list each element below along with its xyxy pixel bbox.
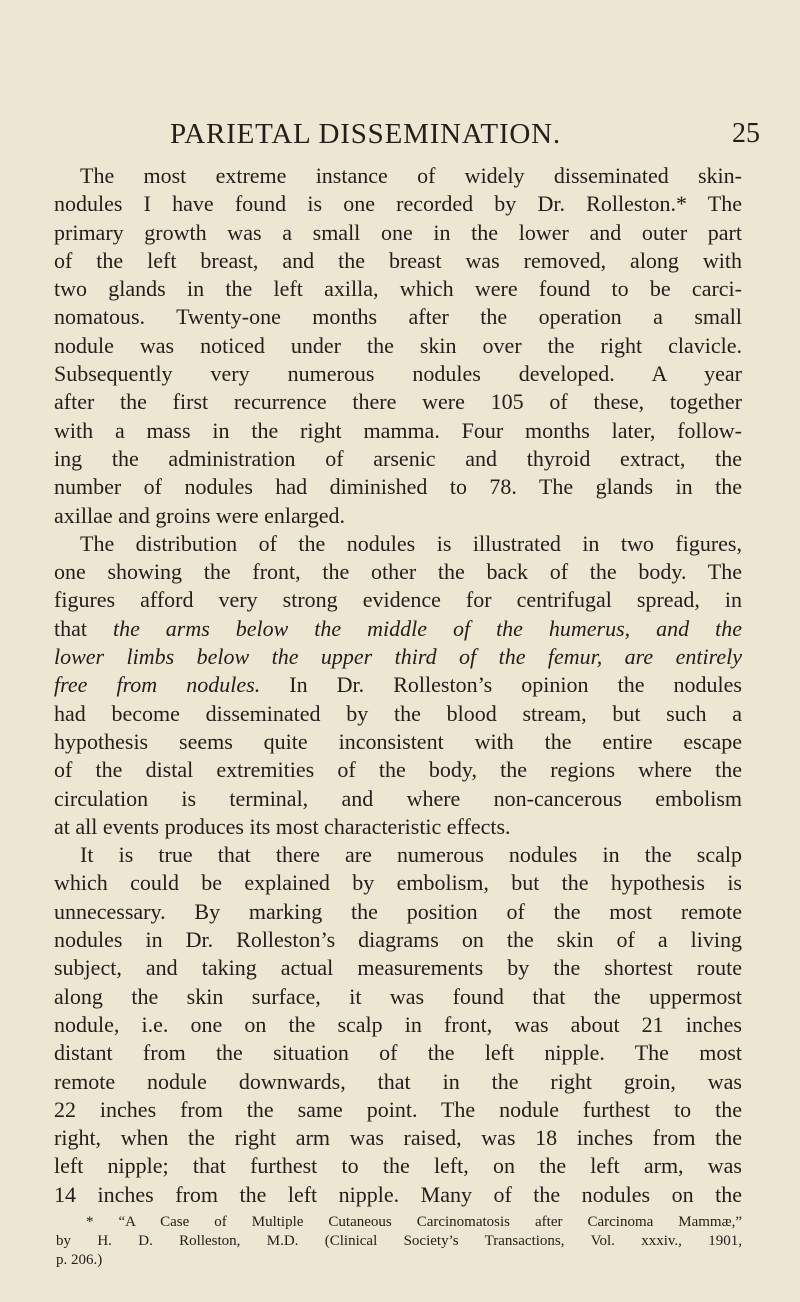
text-line: remote nodule downwards, that in the right groin, was bbox=[54, 1068, 742, 1094]
text-line: along the skin surface, it was found that the uppermost bbox=[54, 983, 742, 1009]
text-line: nodules I have found is one recorded by Dr. Rolleston.* The bbox=[54, 191, 742, 217]
text-line: had become disseminated by the blood stream, but such a bbox=[54, 700, 742, 726]
text-line: after the first recurrence there were 105 of these, together bbox=[54, 389, 742, 415]
page-header bbox=[0, 118, 800, 158]
text-line-segment: that bbox=[54, 615, 113, 641]
text-line: one showing the front, the other the back of the body. The bbox=[54, 559, 742, 585]
body-text bbox=[54, 162, 742, 1209]
text-line: number of nodules had diminished to 78. The glands in the bbox=[54, 474, 742, 500]
text-line: It is true that there are numerous nodules in the scalp bbox=[80, 842, 742, 868]
text-line: figures afford very strong evidence for centrifugal spread, in bbox=[54, 587, 742, 613]
text-line: with a mass in the right mamma. Four months later, follow- bbox=[54, 417, 742, 443]
text-line: of the left breast, and the breast was removed, along with bbox=[54, 247, 742, 273]
footnote bbox=[56, 1213, 742, 1270]
text-line bbox=[54, 615, 742, 643]
text-line: nomatous. Twenty-one months after the operation a small bbox=[54, 304, 742, 330]
text-line: right, when the right arm was raised, was 18 inches from the bbox=[54, 1125, 742, 1151]
text-line: The most extreme instance of widely disseminated skin- bbox=[80, 163, 742, 188]
text-line: Subsequently very numerous nodules developed. A year bbox=[54, 361, 742, 387]
text-line: nodule was noticed under the skin over the right clavicle. bbox=[54, 332, 742, 358]
text-line-segment: the arms below the middle of the humerus, and the bbox=[112, 615, 742, 641]
footnote-line: p. 206.) bbox=[56, 1252, 103, 1268]
text-line: left nipple; that furthest to the left, on the left arm, was bbox=[54, 1153, 742, 1179]
footnote-line: * “A Case of Multiple Cutaneous Carcinomatosis after Carcinoma Mammæ,” bbox=[86, 1214, 742, 1230]
text-line-segment: In Dr. Rolleston’s opinion the nodules bbox=[260, 672, 742, 698]
text-line: two glands in the left axilla, which were found to be carci- bbox=[54, 276, 742, 302]
text-line-segment: free from nodules. bbox=[54, 672, 261, 698]
text-line: lower limbs below the upper third of the femur, are entirely bbox=[54, 644, 742, 670]
page-number: 25 bbox=[732, 118, 760, 149]
text-line: unnecessary. By marking the position of the most remote bbox=[54, 898, 742, 924]
running-head: PARIETAL DISSEMINATION. bbox=[170, 118, 561, 150]
text-line: axillae and groins were enlarged. bbox=[54, 502, 345, 528]
text-line: nodule, i.e. one on the scalp in front, was about 21 inches bbox=[54, 1011, 742, 1037]
text-line: subject, and taking actual measurements by the shortest route bbox=[54, 955, 742, 981]
text-line bbox=[54, 671, 742, 699]
text-line: hypothesis seems quite inconsistent with the entire escape bbox=[54, 728, 742, 754]
text-line: which could be explained by embolism, but the hypothesis is bbox=[54, 870, 742, 896]
text-line: distant from the situation of the left nipple. The most bbox=[54, 1040, 742, 1066]
text-line: nodules in Dr. Rolleston’s diagrams on the skin of a living bbox=[54, 927, 742, 953]
text-line: circulation is terminal, and where non-cancerous embolism bbox=[54, 785, 742, 811]
text-line: primary growth was a small one in the lower and outer part bbox=[54, 219, 742, 245]
text-line: 14 inches from the left nipple. Many of the nodules on the bbox=[54, 1181, 742, 1207]
footnote-line: by H. D. Rolleston, M.D. (Clinical Society’s Transactions, Vol. xxxiv., 1901, bbox=[56, 1233, 742, 1249]
text-line: The distribution of the nodules is illustrated in two figures, bbox=[80, 530, 742, 556]
text-line: of the distal extremities of the body, the regions where the bbox=[54, 757, 742, 783]
text-line: at all events produces its most characteristic effects. bbox=[54, 813, 511, 839]
text-line: ing the administration of arsenic and thyroid extract, the bbox=[54, 445, 742, 471]
text-line: 22 inches from the same point. The nodule furthest to the bbox=[54, 1096, 742, 1122]
